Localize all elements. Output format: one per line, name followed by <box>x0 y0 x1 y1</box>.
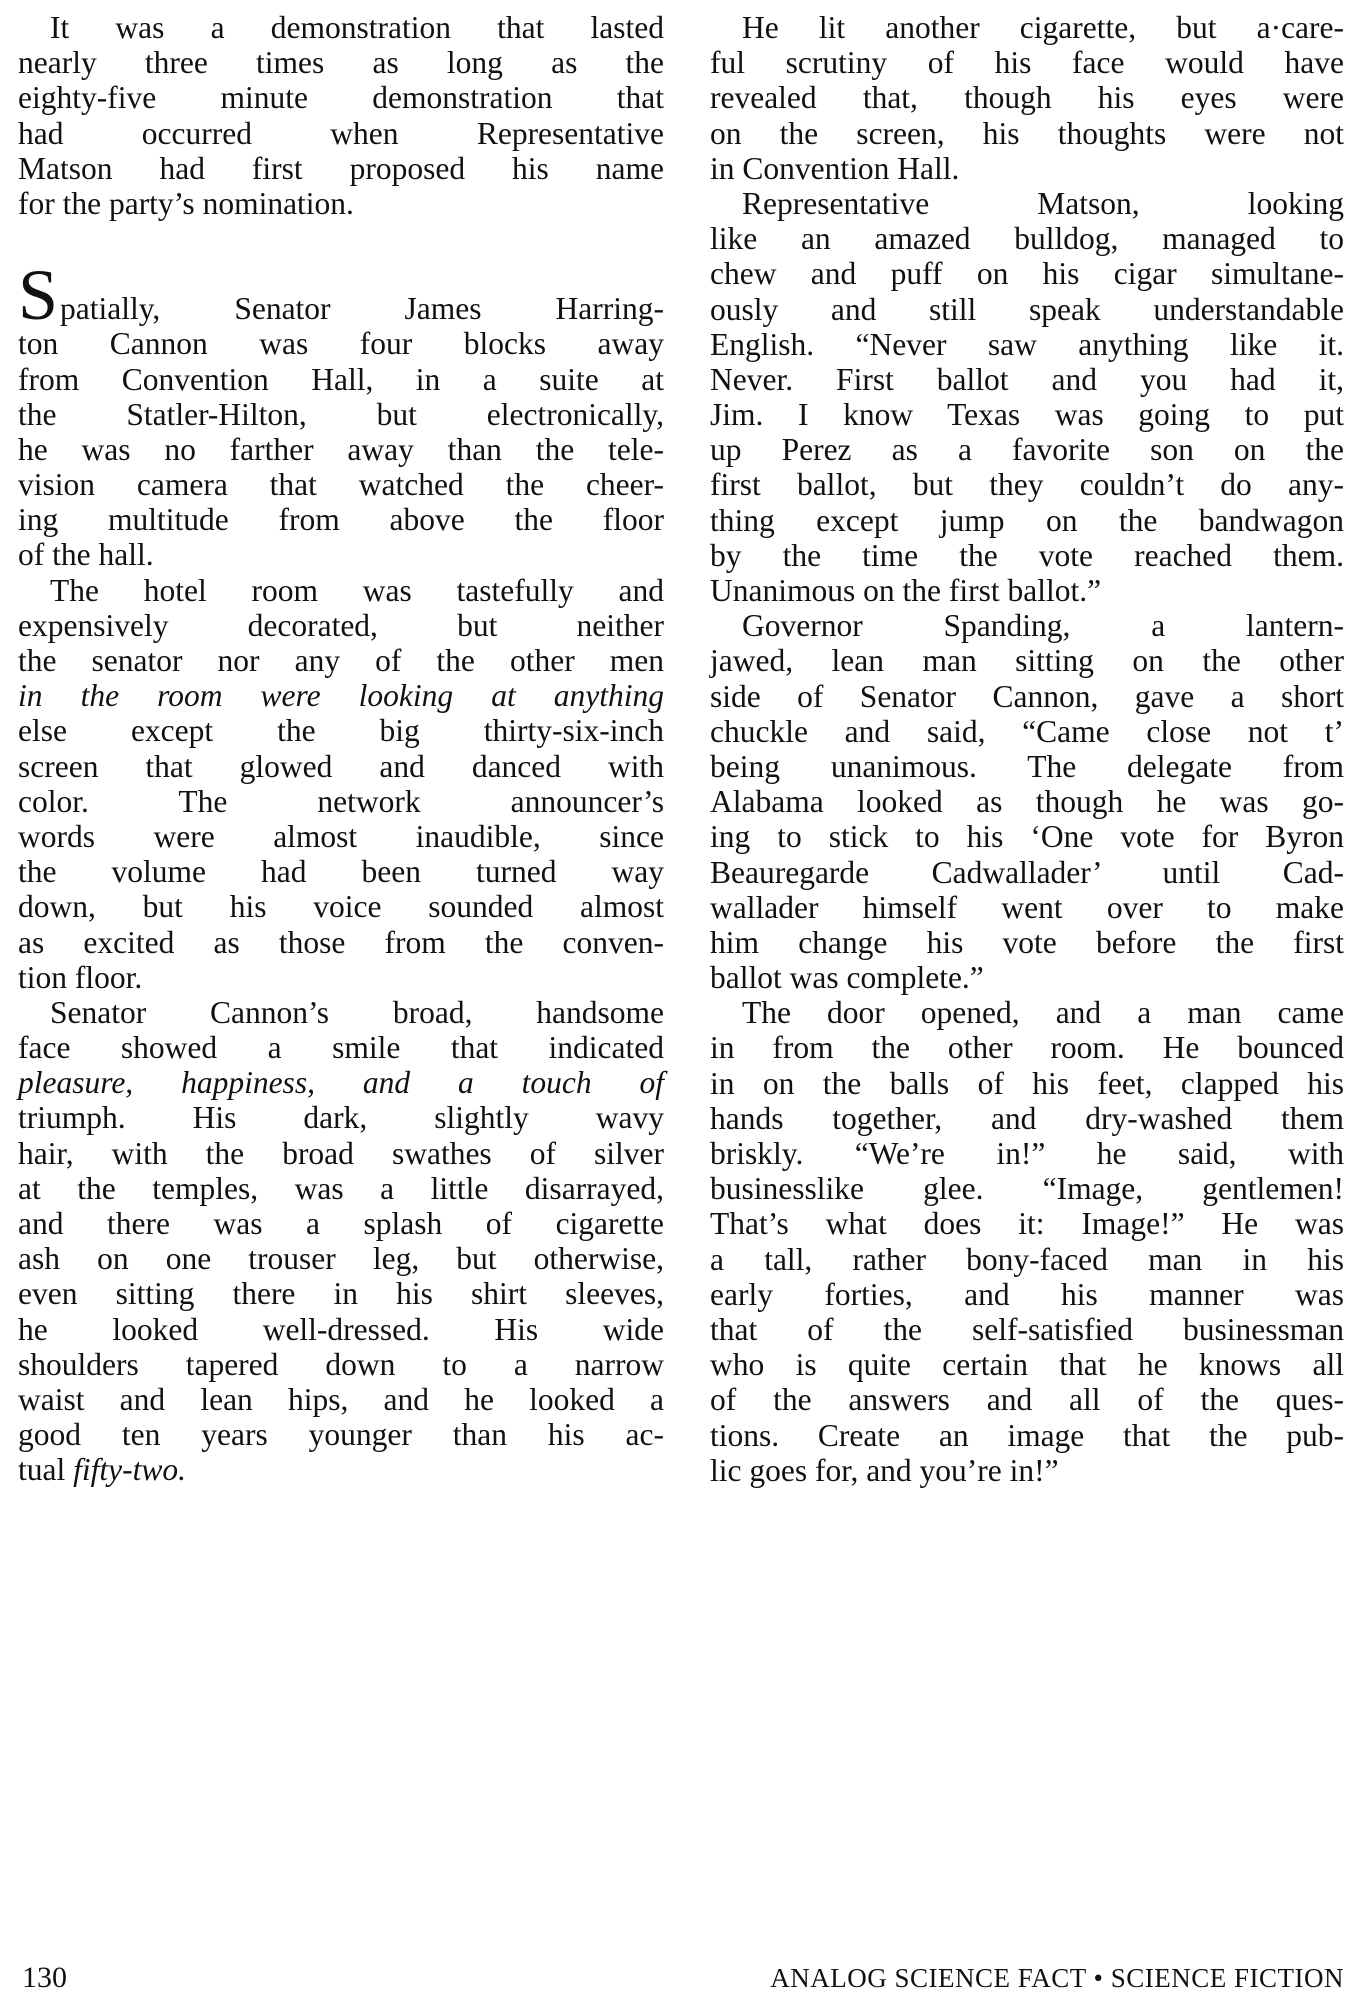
paragraph <box>710 10 1344 186</box>
text-line: down, but his voice sounded almost <box>18 889 664 925</box>
paragraph <box>710 186 1344 608</box>
text-line: he looked well-dressed. His wide <box>18 1311 664 1347</box>
page-number: 130 <box>22 1961 67 1994</box>
text-line: The hotel room was tastefully and <box>50 572 664 608</box>
text-line: Unanimous on the first ballot.” <box>710 573 1102 608</box>
text-line: That’s what does it: Image!” He was <box>710 1206 1344 1242</box>
text-line: that of the self-satisfied businessman <box>710 1311 1344 1347</box>
text-line: up Perez as a favorite son on the <box>710 432 1344 468</box>
paragraph <box>18 10 664 221</box>
text-line: English. “Never saw anything like it. <box>710 326 1344 362</box>
paragraph <box>710 608 1344 995</box>
text-line: in on the balls of his feet, clapped his <box>710 1065 1344 1101</box>
text-line: ash on one trouser leg, but otherwise, <box>18 1241 664 1277</box>
text-line: The door opened, and a man came <box>742 995 1344 1031</box>
text-line: tion floor. <box>18 959 143 995</box>
text-line: of the hall. <box>18 537 154 573</box>
text-line: ing multitude from above the floor <box>18 502 664 538</box>
text-line: He lit another cigarette, but a·care- <box>742 10 1344 45</box>
text-line <box>18 1452 664 1487</box>
text-line: Never. First ballot and you had it, <box>710 361 1344 397</box>
text-line: Senator Cannon’s broad, handsome <box>50 994 664 1030</box>
text-line: like an amazed bulldog, managed to <box>710 221 1344 257</box>
text-line: jawed, lean man sitting on the other <box>710 643 1344 679</box>
paragraph <box>18 995 664 1488</box>
text-line: on the screen, his thoughts were not <box>710 115 1344 151</box>
text-line: ballot was complete.” <box>710 960 984 996</box>
text-line: briskly. “We’re in!” he said, with <box>710 1136 1344 1171</box>
text-line: businesslike glee. “Image, gentlemen! <box>710 1171 1344 1207</box>
text-line: Representative Matson, looking <box>742 185 1344 221</box>
text-line: from Convention Hall, in a suite at <box>18 361 664 397</box>
text-line: ing to stick to his ‘One vote for Byron <box>710 819 1344 855</box>
text-line: waist and lean hips, and he looked a <box>18 1381 664 1417</box>
text-line: color. The network announcer’s <box>18 783 664 819</box>
text-line: chuckle and said, “Came close not t’ <box>710 713 1344 749</box>
text-line: Alabama looked as though he was go- <box>710 784 1344 820</box>
text-line: Jim. I know Texas was going to put <box>710 397 1344 433</box>
text-line: pleasure, happiness, and a touch of <box>18 1065 664 1101</box>
text-line: of the answers and all of the ques- <box>710 1382 1344 1418</box>
text-line: vision camera that watched the cheer- <box>18 467 664 503</box>
text-line: even sitting there in his shirt sleeves, <box>18 1276 664 1312</box>
text-line: hair, with the broad swathes of silver <box>18 1135 664 1171</box>
text-line: in Convention Hall. <box>710 150 960 186</box>
text-line: hands together, and dry-washed them <box>710 1100 1344 1136</box>
text-line: It was a demonstration that lasted <box>50 10 664 45</box>
text-line: by the time the vote reached them. <box>710 537 1344 573</box>
text-line: face showed a smile that indicated <box>18 1030 664 1066</box>
text-line: for the party’s nomination. <box>18 185 354 221</box>
text-line: screen that glowed and danced with <box>18 748 664 784</box>
text-line: as excited as those from the conven- <box>18 924 664 960</box>
right-column <box>710 10 1344 1488</box>
text-line: Beauregarde Cadwallader’ until Cad- <box>710 854 1344 890</box>
paragraph <box>18 573 664 995</box>
text-line: chew and puff on his cigar simultane- <box>710 256 1344 292</box>
text-line: tions. Create an image that the pub- <box>710 1417 1344 1453</box>
italic-text: fifty-two. <box>73 1452 186 1488</box>
text-line: shoulders tapered down to a narrow <box>18 1346 664 1382</box>
text-line: him change his vote before the first <box>710 924 1344 960</box>
text-line: had occurred when Representative <box>18 115 664 151</box>
text-line <box>18 255 664 336</box>
section-break <box>18 221 664 291</box>
text-line: in from the other room. He bounced <box>710 1030 1344 1066</box>
text-line: nearly three times as long as the <box>18 45 664 81</box>
text-line: in the room were looking at anything <box>18 678 664 714</box>
text-line: Matson had first proposed his name <box>18 150 664 186</box>
text-line-content: tual <box>18 1452 74 1488</box>
text-line: ful scrutiny of his face would have <box>710 45 1344 81</box>
text-line: side of Senator Cannon, gave a short <box>710 678 1344 714</box>
text-line: and there was a splash of cigarette <box>18 1206 664 1241</box>
text-line: the senator nor any of the other men <box>18 643 664 678</box>
text-line: revealed that, though his eyes were <box>710 80 1344 116</box>
text-line: expensively decorated, but neither <box>18 607 664 643</box>
text-line: ton Cannon was four blocks away <box>18 326 664 362</box>
text-line: else except the big thirty-six-inch <box>18 713 664 749</box>
text-line: early forties, and his manner was <box>710 1276 1344 1312</box>
paragraph <box>18 255 664 573</box>
running-head: ANALOG SCIENCE FACT • SCIENCE FICTION <box>770 1963 1344 1993</box>
text-line: eighty-five minute demonstration that <box>18 80 664 116</box>
paragraph <box>710 995 1344 1488</box>
text-line: the Statler-Hilton, but electronically, <box>18 396 664 432</box>
text-line: he was no farther away than the tele- <box>18 431 664 467</box>
left-column <box>18 10 664 1488</box>
text-line: words were almost inaudible, since <box>18 818 664 854</box>
page-footer <box>18 1958 1344 1998</box>
text-line: lic goes for, and you’re in!” <box>710 1452 1059 1488</box>
text-line: who is quite certain that he knows all <box>710 1347 1344 1383</box>
text-line: a tall, rather bony-faced man in his <box>710 1241 1344 1277</box>
text-line: thing except jump on the bandwagon <box>710 502 1344 538</box>
text-line: at the temples, was a little disarrayed, <box>18 1170 664 1206</box>
text-line-content: patially, Senator James Harring- <box>60 291 664 327</box>
drop-cap: S <box>18 255 59 336</box>
text-line: being unanimous. The delegate from <box>710 748 1344 784</box>
text-line: Governor Spanding, a lantern- <box>742 608 1344 644</box>
text-line: wallader himself went over to make <box>710 889 1344 925</box>
text-line: the volume had been turned way <box>18 854 664 890</box>
text-line: ously and still speak understandable <box>710 291 1344 327</box>
text-line: triumph. His dark, slightly wavy <box>18 1100 664 1136</box>
text-line: first ballot, but they couldn’t do any- <box>710 467 1344 503</box>
text-line: good ten years younger than his ac- <box>18 1417 664 1453</box>
